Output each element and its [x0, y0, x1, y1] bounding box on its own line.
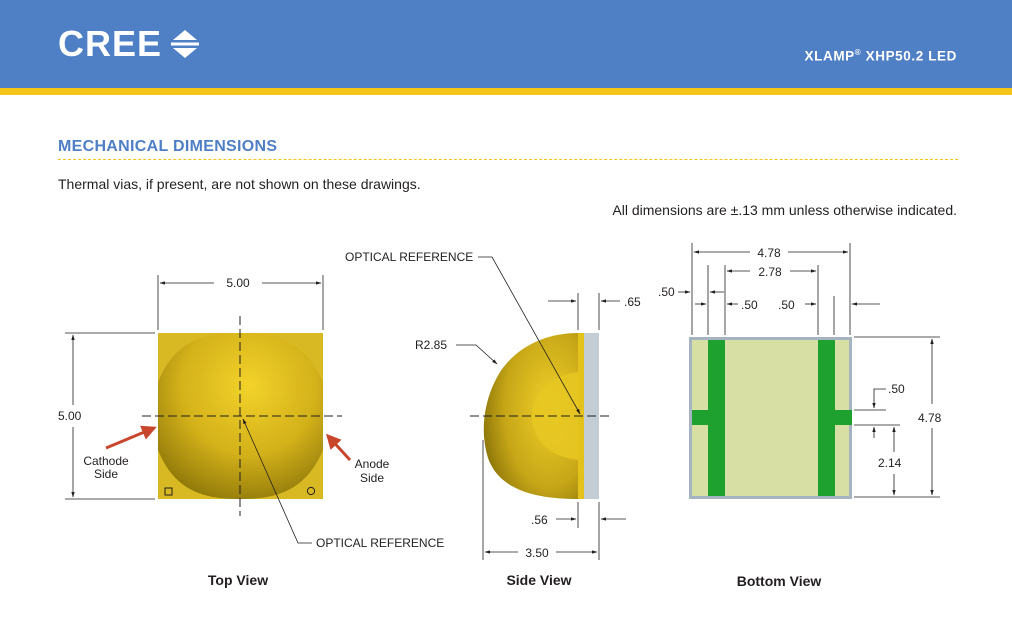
anode-arrow-icon: [328, 436, 350, 460]
product-title: XLAMP® XHP50.2 LED: [804, 48, 957, 64]
top-view-label: Top View: [207, 572, 269, 588]
anode-label-line2: Side: [359, 471, 385, 485]
side-view-width-dim: 3.50: [525, 546, 549, 560]
bottom-view-right-dim: .50: [778, 298, 795, 312]
bottom-view-height-dim: 4.78: [918, 411, 942, 425]
anode-label-line1: Anode: [354, 457, 390, 471]
bottom-view-offset-dim: 2.14: [878, 456, 902, 470]
thermal-vias-note: Thermal vias, if present, are not shown on these drawings.: [58, 176, 421, 192]
top-view-drawing: [58, 275, 444, 550]
cathode-label-line2: Side: [93, 467, 119, 481]
section-title: MECHANICAL DIMENSIONS: [58, 138, 278, 155]
side-view-radius-dim: R2.85: [415, 338, 448, 352]
top-view-height-dim: 5.00: [58, 409, 82, 423]
cathode-arrow-icon: [106, 428, 154, 448]
top-view-optical-reference: OPTICAL REFERENCE: [316, 536, 445, 550]
side-view-optical-reference: OPTICAL REFERENCE: [345, 250, 474, 264]
side-view-top-dim: .65: [624, 295, 641, 309]
side-view-drawing: [345, 250, 641, 560]
side-view-bottom-dim: .56: [531, 513, 548, 527]
bottom-view-left-dim: .50: [658, 285, 675, 299]
bottom-view-drawing: [658, 243, 942, 499]
bottom-view-mid-dim: .50: [741, 298, 758, 312]
side-view-label: Side View: [506, 572, 572, 588]
brand-name: CREE: [58, 23, 163, 64]
bottom-view-label: Bottom View: [736, 573, 822, 589]
tolerance-note: All dimensions are ±.13 mm unless otherwise indicated.: [612, 202, 957, 218]
bottom-view-overall-dim: 4.78: [757, 246, 781, 260]
bottom-view-pad-span-dim: 2.78: [758, 265, 782, 279]
cathode-label-line1: Cathode: [83, 454, 129, 468]
bottom-view-tab-dim: .50: [888, 382, 905, 396]
top-view-width-dim: 5.00: [226, 276, 250, 290]
